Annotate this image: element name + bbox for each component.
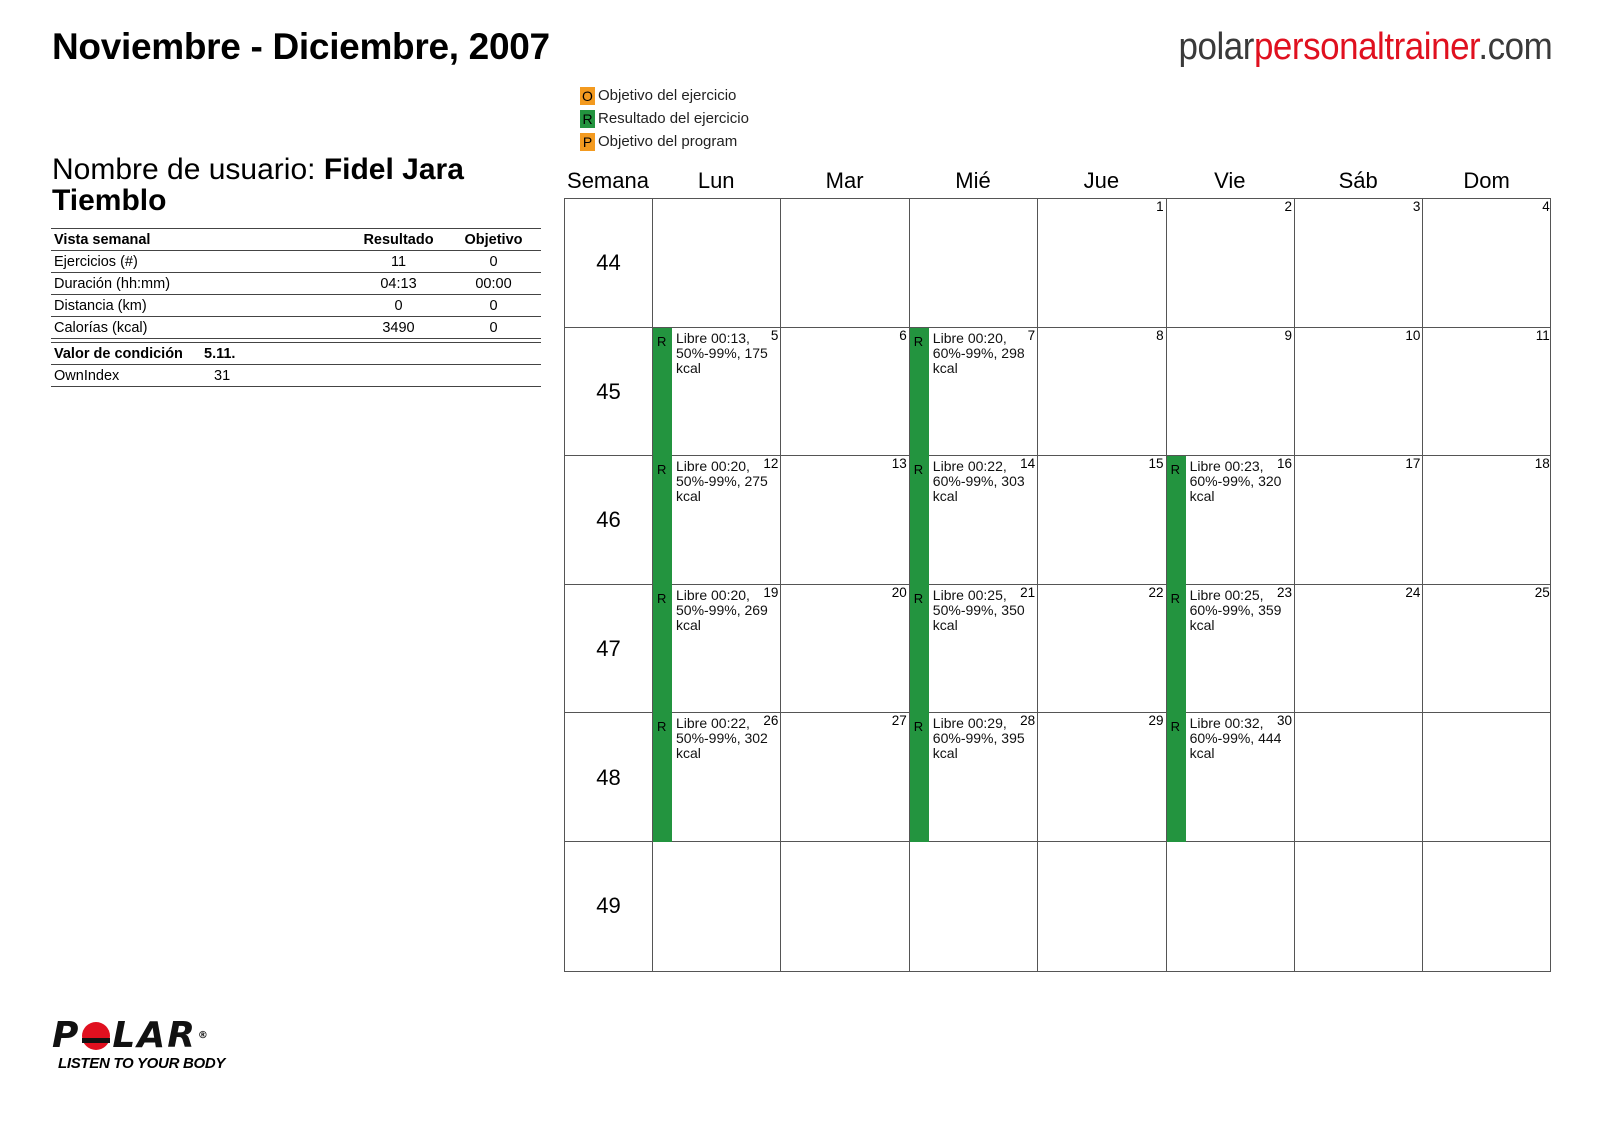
calendar-day-cell[interactable] — [910, 842, 1038, 971]
registered-mark: ® — [197, 1030, 210, 1041]
calendar-header — [564, 168, 1554, 194]
header-semana: Semana — [567, 168, 649, 193]
user-name: Fidel Jara Tiemblo — [52, 153, 464, 217]
day-number: 1 — [1156, 199, 1164, 214]
week-number: 47 — [565, 585, 653, 714]
calendar-day-cell[interactable] — [781, 713, 909, 842]
calendar-day-cell[interactable] — [1423, 199, 1551, 328]
result-marker[interactable] — [653, 456, 672, 585]
day-number: 10 — [1405, 327, 1421, 343]
brand-part-com: .com — [1478, 26, 1552, 68]
week-number: 48 — [565, 713, 653, 842]
user-heading — [52, 154, 522, 216]
logo-letters-lar: LAR — [112, 1015, 197, 1056]
exercise-summary[interactable]: Libre 00:23, 60%-99%, 320 kcal — [1189, 458, 1282, 505]
summary-header-row — [51, 229, 541, 251]
exercise-summary[interactable]: Libre 00:29, 60%-99%, 395 kcal — [932, 715, 1025, 762]
legend-item-objetivo-ejercicio — [580, 84, 749, 107]
result-marker[interactable] — [910, 328, 929, 457]
exercise-summary[interactable]: Libre 00:13, 50%-99%, 175 kcal — [676, 329, 768, 376]
exercise-summary[interactable]: Libre 00:20, 60%-99%, 298 kcal — [932, 329, 1025, 376]
calendar-day-cell[interactable] — [1423, 585, 1551, 714]
day-number: 3 — [1412, 199, 1421, 214]
day-number: 22 — [1148, 584, 1164, 600]
summary-cell-target: 0 — [446, 317, 541, 339]
result-marker-letter: R — [657, 590, 667, 606]
result-marker-letter: R — [913, 462, 924, 478]
result-marker[interactable] — [1167, 585, 1186, 714]
summary-cell-result: 11 — [351, 251, 446, 273]
logo-o-icon — [82, 1022, 110, 1050]
summary-cell-target: 0 — [446, 251, 541, 273]
calendar-day-cell[interactable] — [653, 585, 781, 714]
table-row — [51, 251, 541, 273]
header-day-2: Mié — [955, 168, 991, 193]
summary-cell-result: 3490 — [351, 317, 446, 339]
day-number: 15 — [1148, 456, 1164, 472]
summary-cell-label: Duración (hh:mm) — [51, 273, 351, 295]
user-label: Nombre de usuario: — [52, 153, 316, 186]
result-marker-letter: R — [913, 590, 924, 606]
calendar-day-cell[interactable] — [1295, 713, 1423, 842]
header-day-3: Jue — [1083, 168, 1120, 193]
result-marker-letter: R — [1170, 462, 1180, 478]
day-number: 26 — [763, 713, 779, 729]
summary-cell-target: 0 — [446, 295, 541, 317]
exercise-summary[interactable]: Libre 00:20, 50%-99%, 269 kcal — [676, 586, 768, 633]
calendar-day-cell[interactable] — [781, 585, 909, 714]
legend-item-objetivo-program — [580, 130, 749, 153]
day-number: 14 — [1020, 456, 1036, 472]
day-number: 21 — [1020, 584, 1036, 600]
summary-header-result: Resultado — [351, 229, 446, 251]
header-day-4: Vie — [1214, 168, 1246, 193]
calendar-day-cell[interactable] — [1167, 842, 1295, 971]
summary-cell-label: Calorías (kcal) — [51, 317, 351, 339]
brand-part-personaltrainer: personaltrainer — [1253, 26, 1479, 68]
day-number: 24 — [1405, 584, 1421, 600]
day-number: 6 — [899, 327, 907, 343]
exercise-summary[interactable]: Libre 00:25, 60%-99%, 359 kcal — [1189, 586, 1282, 633]
logo-letter-p: P — [52, 1015, 81, 1056]
calendar-day-cell[interactable] — [1038, 328, 1166, 457]
day-number: 28 — [1020, 713, 1036, 729]
result-marker-letter: R — [1170, 590, 1180, 606]
ownindex-label: OwnIndex — [54, 367, 120, 384]
brand-part-polar: polar — [1178, 26, 1254, 68]
polar-logo — [52, 1015, 242, 1072]
day-number: 4 — [1542, 199, 1550, 214]
day-number: 13 — [891, 456, 907, 472]
table-row — [51, 317, 541, 339]
calendar-day-cell[interactable] — [1423, 842, 1551, 971]
header-day-6: Dom — [1463, 168, 1510, 193]
calendar-day-cell[interactable] — [781, 199, 909, 328]
result-marker[interactable] — [1167, 713, 1186, 842]
header-day-1: Mar — [825, 168, 864, 193]
polar-logo-word — [52, 1015, 242, 1056]
ownindex-row — [51, 365, 541, 387]
summary-header-target: Objetivo — [446, 229, 541, 251]
day-number: 16 — [1276, 456, 1292, 472]
day-number: 19 — [763, 584, 779, 600]
calendar-day-cell[interactable] — [653, 713, 781, 842]
result-marker[interactable] — [910, 456, 929, 585]
day-number: 12 — [763, 456, 779, 472]
calendar-day-cell[interactable] — [781, 842, 909, 971]
day-number: 27 — [891, 713, 907, 729]
calendar-grid — [564, 198, 1551, 972]
calendar-day-cell[interactable] — [653, 328, 781, 457]
weekly-summary-table — [51, 228, 541, 387]
calendar-day-cell[interactable] — [1167, 585, 1295, 714]
exercise-summary[interactable]: Libre 00:25, 50%-99%, 350 kcal — [932, 586, 1025, 633]
result-marker-letter: R — [913, 333, 924, 349]
day-number: 25 — [1534, 584, 1550, 600]
brand-url[interactable] — [1178, 26, 1552, 69]
week-number: 45 — [565, 328, 653, 457]
exercise-summary[interactable]: Libre 00:22, 50%-99%, 302 kcal — [676, 715, 768, 762]
header-day-5: Sáb — [1338, 168, 1378, 193]
day-number: 8 — [1156, 327, 1164, 343]
calendar-day-cell[interactable] — [910, 713, 1038, 842]
day-number: 2 — [1284, 199, 1292, 214]
day-number: 29 — [1148, 713, 1164, 729]
day-number: 7 — [1027, 327, 1036, 343]
summary-cell-result: 04:13 — [351, 273, 446, 295]
header-day-0: Lun — [697, 168, 735, 193]
result-marker[interactable] — [910, 713, 929, 842]
exercise-summary[interactable]: Libre 00:32, 60%-99%, 444 kcal — [1189, 715, 1282, 762]
summary-cell-label: Distancia (km) — [51, 295, 351, 317]
summary-header-metric: Vista semanal — [51, 229, 351, 251]
summary-cell-label: Ejercicios (#) — [51, 251, 351, 273]
calendar-day-cell[interactable] — [910, 456, 1038, 585]
result-marker-letter: R — [657, 333, 667, 349]
result-marker-letter: R — [657, 462, 667, 478]
calendar-day-cell[interactable] — [1167, 456, 1295, 585]
calendar-day-cell[interactable] — [1423, 456, 1551, 585]
result-marker-letter: R — [913, 719, 924, 735]
result-marker-letter: R — [1170, 719, 1180, 735]
calendar-day-cell[interactable] — [781, 456, 909, 585]
day-number: 9 — [1284, 327, 1292, 343]
day-number: 23 — [1276, 584, 1292, 600]
day-number: 5 — [770, 327, 779, 343]
day-number: 20 — [891, 584, 907, 600]
condition-value: 5.11. — [204, 345, 236, 362]
week-number: 44 — [565, 199, 653, 328]
ownindex-value: 31 — [214, 367, 231, 384]
table-row — [51, 273, 541, 295]
calendar-day-cell[interactable] — [910, 585, 1038, 714]
calendar-day-cell[interactable] — [1038, 585, 1166, 714]
exercise-summary[interactable]: Libre 00:20, 50%-99%, 275 kcal — [676, 458, 768, 505]
calendar-day-cell[interactable] — [653, 842, 781, 971]
summary-cell-target: 00:00 — [446, 273, 541, 295]
logo-tagline: LISTEN TO YOUR BODY — [58, 1055, 226, 1072]
calendar-day-cell[interactable] — [1423, 713, 1551, 842]
result-marker[interactable] — [653, 328, 672, 457]
result-marker-letter: R — [657, 719, 667, 735]
calendar-day-cell[interactable] — [1038, 199, 1166, 328]
legend-item-resultado-ejercicio — [580, 107, 749, 130]
calendar-day-cell[interactable] — [1038, 456, 1166, 585]
week-number: 49 — [565, 842, 653, 971]
calendar-day-cell[interactable] — [1038, 842, 1166, 971]
summary-cell-result: 0 — [351, 295, 446, 317]
day-number: 11 — [1535, 327, 1550, 343]
result-marker[interactable] — [910, 585, 929, 714]
result-marker[interactable] — [653, 585, 672, 714]
calendar-day-cell[interactable] — [1295, 842, 1423, 971]
legend-swatch-o: O — [580, 87, 595, 105]
calendar-day-cell[interactable] — [653, 456, 781, 585]
day-number: 30 — [1276, 713, 1292, 729]
legend-swatch-r: R — [580, 110, 595, 128]
calendar-day-cell[interactable] — [781, 328, 909, 457]
legend — [580, 84, 749, 153]
calendar-day-cell[interactable] — [653, 199, 781, 328]
calendar-day-cell[interactable] — [910, 199, 1038, 328]
calendar-day-cell[interactable] — [1423, 328, 1551, 457]
table-row — [51, 295, 541, 317]
page-title: Noviembre - Diciembre, 2007 — [52, 26, 550, 67]
legend-label: Objetivo del ejercicio — [598, 87, 737, 104]
legend-swatch-p: P — [580, 133, 595, 151]
calendar-day-cell[interactable] — [1295, 199, 1423, 328]
calendar-day-cell[interactable] — [1295, 585, 1423, 714]
calendar-day-cell[interactable] — [1295, 328, 1423, 457]
legend-label: Resultado del ejercicio — [598, 110, 749, 127]
exercise-summary[interactable]: Libre 00:22, 60%-99%, 303 kcal — [932, 458, 1025, 505]
condition-row — [51, 343, 541, 365]
day-number: 17 — [1405, 456, 1421, 472]
day-number: 18 — [1534, 456, 1550, 472]
calendar-day-cell[interactable] — [1295, 456, 1423, 585]
calendar-day-cell[interactable] — [1038, 713, 1166, 842]
week-number: 46 — [565, 456, 653, 585]
result-marker[interactable] — [653, 713, 672, 842]
calendar-day-cell[interactable] — [1167, 713, 1295, 842]
legend-label: Objetivo del program — [598, 133, 738, 150]
calendar-day-cell[interactable] — [1167, 328, 1295, 457]
calendar-day-cell[interactable] — [910, 328, 1038, 457]
calendar-day-cell[interactable] — [1167, 199, 1295, 328]
condition-label: Valor de condición — [54, 345, 183, 362]
result-marker[interactable] — [1167, 456, 1186, 585]
